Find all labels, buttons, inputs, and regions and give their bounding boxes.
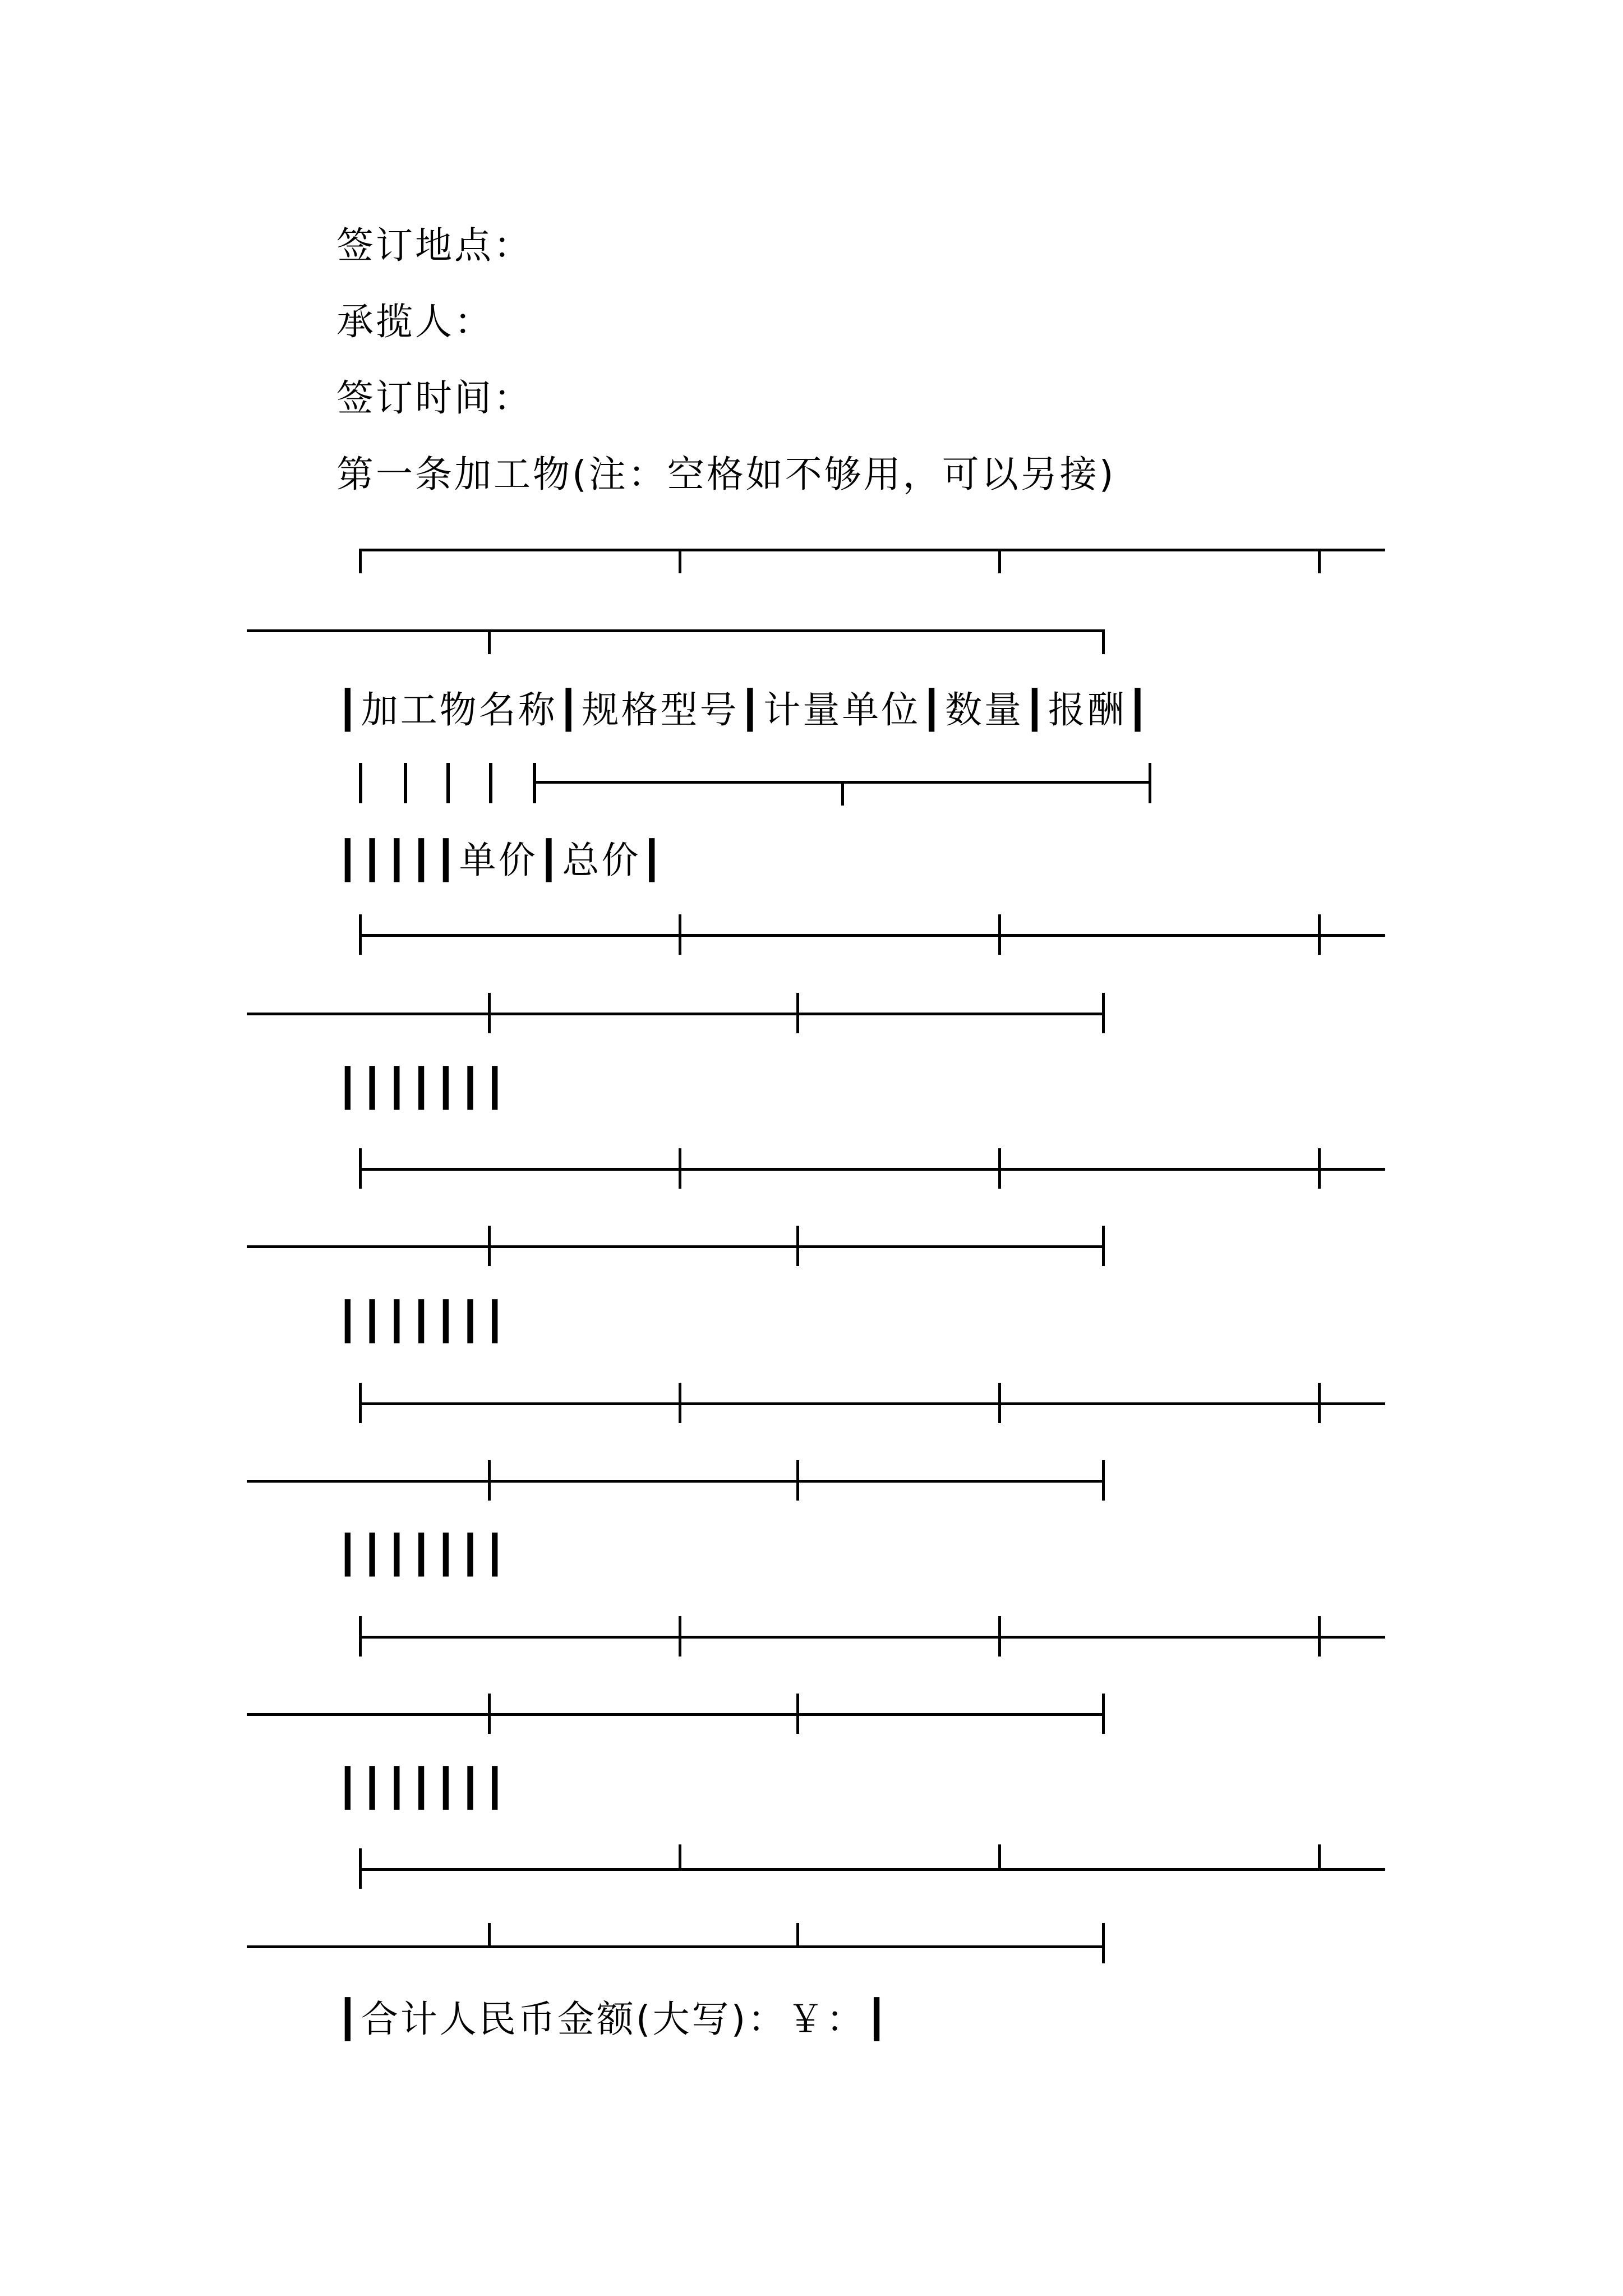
table-total-row: ┃合计人民币金额(大写)：￥：┃ — [336, 1998, 890, 2041]
article-1-title: 第一条加工物(注：空格如不够用，可以另接) — [336, 453, 1116, 496]
table-row: ┃┃┃┃┃┃┃ — [336, 1766, 509, 1810]
contractor-label: 承揽人： — [336, 300, 494, 343]
table-row: ┃┃┃┃┃┃┃ — [336, 1066, 509, 1110]
table-subheader-row: ┃┃┃┃┃单价┃总价┃ — [336, 839, 666, 882]
place-label: 签订地点： — [336, 224, 533, 267]
table-header-row: ┃加工物名称┃规格型号┃计量单位┃数量┃报酬┃ — [336, 688, 1151, 731]
time-label: 签订时间： — [336, 376, 533, 420]
table-row: ┃┃┃┃┃┃┃ — [336, 1533, 509, 1576]
table-row: ┃┃┃┃┃┃┃ — [336, 1300, 509, 1343]
